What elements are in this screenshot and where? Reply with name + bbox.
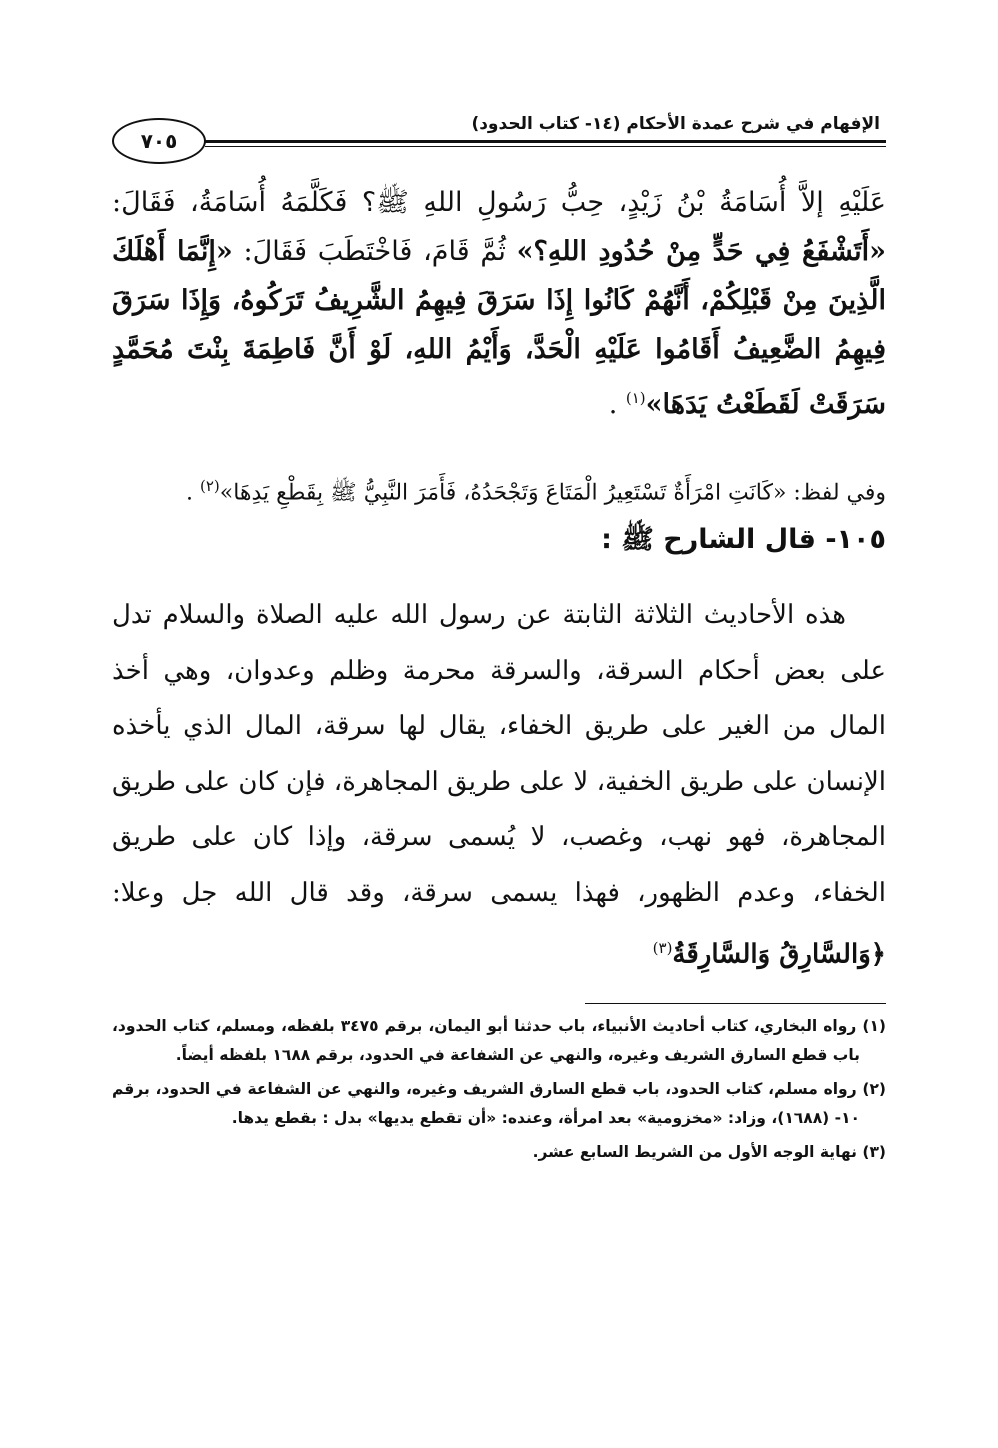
section-heading (601, 522, 886, 562)
honorific-glyph: ﷺ : (601, 524, 664, 555)
prophet-speech: «إِنَّمَا أَهْلَكَ الَّذِينَ مِنْ قَبْلِكُمْ، أَنَّهُمْ كَانُوا إِذَا سَرَقَ فِيهِمُ الشَّرِيفُ تَرَكُوهُ، وَإِذَا سَرَقَ فِيهِمُ الضَّعِيفُ أَقَامُوا عَلَيْهِ الْحَدَّ، وَأَيْمُ اللهِ، لَوْ أَنَّ فَاطِمَةَ بِنْتَ مُحَمَّدٍ سَرَقَتْ لَقَطَعْتُ يَدَهَا» (112, 236, 886, 420)
section-number: ١٠٥- (815, 524, 886, 555)
footnote-mark: (٣) (862, 1143, 886, 1161)
prophet-question: «أَتَشْفَعُ فِي حَدٍّ مِنْ حُدُودِ اللهِ؟» (516, 236, 887, 267)
header-rule (205, 140, 886, 143)
footnote-text: رواه مسلم، كتاب الحدود، باب قطع السارق الشريف وغيره، والنهي عن الشفاعة في الحدود، برقم ١٠- (١٦٨٨)، وزاد: «مخزومية» بعد امرأة، وعنده: «أن تقطع يديها» بدل : بقطع يدها. (112, 1080, 863, 1127)
hadith-end: . (608, 389, 626, 420)
running-title: الإفهام في شرح عمدة الأحكام (١٤- كتاب الحدود) (471, 114, 880, 134)
quran-verse: ﴿وَالسَّارِقُ وَالسَّارِقَةُ (672, 939, 886, 970)
hadith-text (112, 178, 886, 429)
footnote-3 (112, 1138, 886, 1167)
hadith-line-1: عَلَيْهِ إلاَّ أُسَامَةُ بْنُ زَيْدٍ، حِبُّ رَسُولِ اللهِ ﷺ؟ فَكَلَّمَهُ أُسَامَةُ، فَقَالَ: (112, 187, 886, 218)
footnote-text: نهاية الوجه الأول من الشريط السابع عشر. (532, 1143, 863, 1161)
header-rule-thin (205, 146, 886, 147)
variant-text: وفي لفظ: «كَانَتِ امْرَأَةٌ تَسْتَعِيرُ الْمَتَاعَ وَتَجْحَدُهُ، فَأَمَرَ النَّبِيُّ ﷺ بِقَطْعِ يَدِهَا» (219, 480, 886, 506)
footnotes (112, 1012, 886, 1172)
commentary-body: هذه الأحاديث الثلاثة الثابتة عن رسول الله عليه الصلاة والسلام تدل على بعض أحكام السرقة، والسرقة محرمة وظلم وعدوان، وهي أخذ المال من الغير على طريق الخفاء، يقال لها سرقة، المال الذي يأخذه الإنسان على طريق الخفية، لا على طريق المجاهرة، فإن كان على طريق المجاهرة، فهو نهب، وغصب، لا يُسمى سرقة، وإذا كان على طريق الخفاء، وعدم الظهور، فهذا يسمى سرقة، وقد قال الله جل وعلا: (112, 600, 886, 908)
footnote-ref-1[interactable]: (١) (625, 389, 646, 407)
footnote-separator (585, 1003, 886, 1004)
footnote-ref-3[interactable]: (٣) (652, 939, 673, 957)
footnote-text: رواه البخاري، كتاب أحاديث الأنبياء، باب حدثنا أبو اليمان، برقم ٣٤٧٥ بلفظه، ومسلم، كتاب الحدود، باب قطع السارق الشريف وغيره، والنهي عن الشفاعة في الحدود، برقم ١٦٨٨ بلفظه أيضاً. (112, 1017, 863, 1064)
hadith-paragraph (112, 178, 886, 429)
footnote-ref-2[interactable]: (٢) (199, 477, 220, 495)
commentary-text (112, 588, 886, 983)
footnote-2 (112, 1075, 886, 1133)
page-number: ٧٠٥ (112, 118, 206, 164)
variant-end: . (185, 480, 200, 506)
footnote-mark: (١) (862, 1017, 886, 1035)
footnote-mark: (٢) (862, 1080, 886, 1098)
variant-narration (112, 466, 886, 513)
footnote-1 (112, 1012, 886, 1070)
section-title: قال الشارح (663, 524, 816, 555)
narration-mid: ثُمَّ قَامَ، فَاخْتَطَبَ فَقَالَ: (232, 236, 517, 267)
commentary-paragraph (112, 588, 886, 983)
